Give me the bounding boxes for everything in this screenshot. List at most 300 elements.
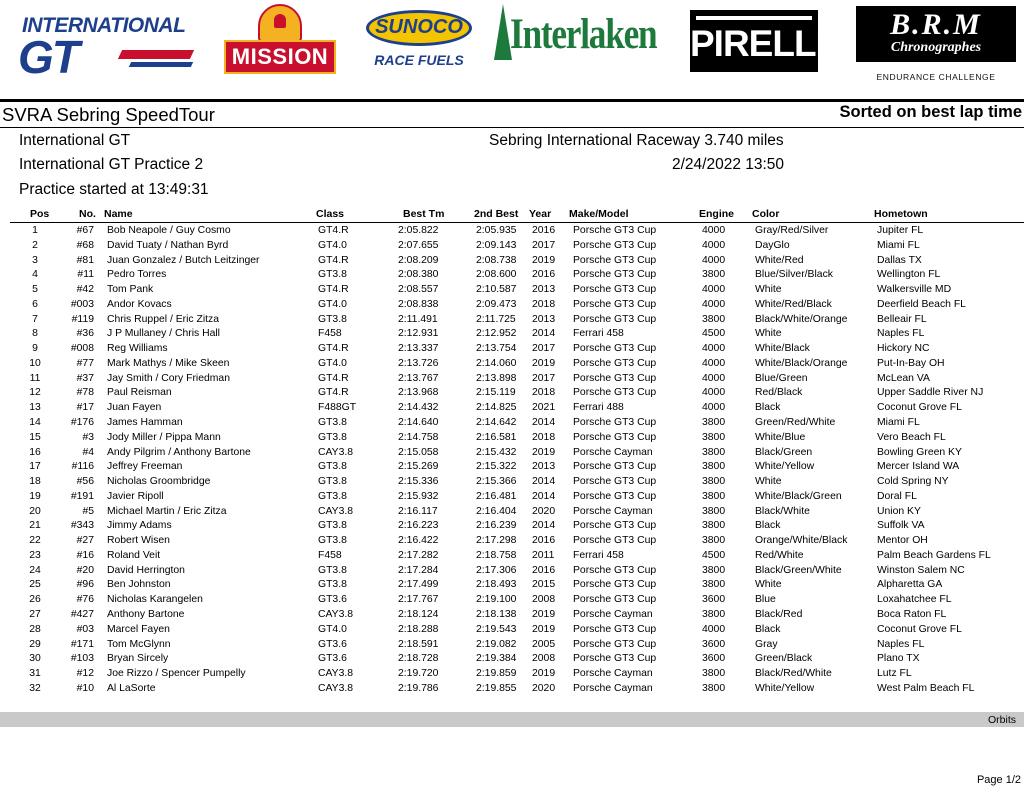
cell-make-model: Porsche GT3 Cup	[573, 357, 657, 369]
cell-second-best: 2:19.384	[476, 653, 517, 665]
cell-pos: 28	[29, 623, 41, 635]
cell-driver-name: Nicholas Karangelen	[107, 594, 203, 606]
table-row	[0, 224, 1024, 239]
cell-pos: 23	[29, 549, 41, 561]
cell-second-best: 2:15.322	[476, 461, 517, 473]
cell-hometown: Palm Beach Gardens FL	[877, 549, 991, 561]
cell-color: Black/Red/White	[755, 668, 832, 680]
cell-best-time: 2:17.284	[398, 564, 439, 576]
cell-make-model: Porsche GT3 Cup	[573, 225, 657, 236]
cell-make-model: Porsche Cayman	[573, 505, 653, 517]
cell-hometown: Coconut Grove FL	[877, 402, 962, 414]
cell-color: Black/Green	[755, 446, 813, 458]
cell-car-number: #5	[82, 505, 94, 517]
intl-gt-logo-top: INTERNATIONAL	[22, 14, 186, 37]
cell-class: F458	[318, 328, 342, 340]
cell-engine: 4000	[702, 254, 726, 266]
cell-color: Green/Black	[755, 653, 813, 665]
cell-engine: 4000	[702, 298, 726, 310]
cell-hometown: Boca Raton FL	[877, 609, 947, 621]
cell-car-number: #36	[76, 328, 94, 340]
cell-hometown: West Palm Beach FL	[877, 682, 975, 694]
cell-hometown: Jupiter FL	[877, 225, 924, 236]
cell-best-time: 2:12.931	[398, 328, 439, 340]
cell-pos: 32	[29, 682, 41, 694]
cell-car-number: #003	[70, 298, 94, 310]
cell-color: Black/Green/White	[755, 564, 842, 576]
sunoco-logo-text: SUNOCO	[375, 16, 463, 38]
cell-driver-name: Pedro Torres	[107, 269, 167, 281]
cell-hometown: Plano TX	[877, 653, 920, 665]
cell-year: 2014	[532, 328, 556, 340]
cell-make-model: Porsche GT3 Cup	[573, 594, 657, 606]
cell-hometown: Mentor OH	[877, 535, 928, 547]
column-header-color: Color	[752, 208, 780, 220]
cell-best-time: 2:19.720	[398, 668, 439, 680]
cell-driver-name: Bob Neapole / Guy Cosmo	[107, 225, 231, 236]
cell-color: Black	[755, 520, 781, 532]
cell-class: CAY3.8	[318, 609, 354, 621]
cell-class: GT3.8	[318, 520, 347, 532]
cell-best-time: 2:17.282	[398, 549, 439, 561]
cell-color: White	[755, 476, 782, 488]
cell-second-best: 2:19.859	[476, 668, 517, 680]
cell-driver-name: Paul Reisman	[107, 387, 172, 399]
cell-color: Black/White/Orange	[755, 313, 848, 325]
cell-year: 2019	[532, 609, 556, 621]
cell-second-best: 2:11.725	[476, 313, 516, 325]
table-row	[0, 283, 1024, 298]
cell-class: GT3.8	[318, 431, 347, 443]
cell-pos: 13	[29, 402, 41, 414]
cell-pos: 4	[32, 269, 38, 281]
cell-car-number: #16	[76, 549, 94, 561]
cell-year: 2021	[532, 402, 556, 414]
cell-make-model: Porsche GT3 Cup	[573, 623, 657, 635]
cell-hometown: Naples FL	[877, 638, 925, 650]
cell-car-number: #67	[76, 225, 94, 236]
cell-car-number: #37	[76, 372, 94, 384]
cell-class: GT4.0	[318, 298, 347, 310]
table-row	[0, 578, 1024, 593]
cell-second-best: 2:05.935	[476, 225, 517, 236]
cell-class: GT3.8	[318, 564, 347, 576]
cell-second-best: 2:16.404	[476, 505, 517, 517]
cell-year: 2005	[532, 638, 556, 650]
cell-make-model: Porsche GT3 Cup	[573, 579, 657, 591]
cell-car-number: #008	[70, 343, 94, 355]
cell-second-best: 2:16.239	[476, 520, 517, 532]
cell-pos: 25	[29, 579, 41, 591]
cell-year: 2013	[532, 313, 556, 325]
cell-best-time: 2:07.655	[398, 239, 439, 251]
cell-hometown: Hickory NC	[877, 343, 930, 355]
cell-car-number: #343	[70, 520, 94, 532]
cell-make-model: Porsche GT3 Cup	[573, 298, 657, 310]
column-header-no: No.	[79, 208, 96, 220]
cell-class: F488GT	[318, 402, 357, 414]
table-row	[0, 623, 1024, 638]
cell-class: GT4.0	[318, 623, 347, 635]
cell-year: 2013	[532, 461, 556, 473]
cell-color: Gray	[755, 638, 778, 650]
orbits-label: Orbits	[987, 714, 1016, 726]
cell-second-best: 2:13.898	[476, 372, 517, 384]
cell-second-best: 2:16.481	[476, 490, 517, 502]
cell-class: GT4.R	[318, 372, 349, 384]
table-row	[0, 327, 1024, 342]
cell-engine: 3600	[702, 653, 726, 665]
cell-class: GT3.8	[318, 490, 347, 502]
table-row	[0, 357, 1024, 372]
cell-car-number: #176	[70, 417, 94, 428]
table-row	[0, 254, 1024, 269]
cell-class: GT3.8	[318, 461, 347, 473]
cell-make-model: Porsche GT3 Cup	[573, 520, 657, 532]
cell-year: 2020	[532, 505, 556, 517]
cell-pos: 19	[29, 490, 41, 502]
table-row	[0, 534, 1024, 549]
cell-best-time: 2:16.117	[398, 505, 438, 517]
cell-year: 2016	[532, 535, 556, 547]
cell-second-best: 2:18.493	[476, 579, 517, 591]
cell-engine: 3800	[702, 564, 726, 576]
cell-second-best: 2:16.581	[476, 431, 517, 443]
cell-color: White/Red	[755, 254, 804, 266]
cell-driver-name: Andy Pilgrim / Anthony Bartone	[107, 446, 251, 458]
cell-class: GT3.6	[318, 638, 347, 650]
cell-make-model: Porsche GT3 Cup	[573, 535, 657, 547]
cell-engine: 3800	[702, 476, 726, 488]
cell-class: GT3.6	[318, 594, 347, 606]
cell-color: Black/White	[755, 505, 810, 517]
cell-hometown: Suffolk VA	[877, 520, 925, 532]
column-header-make-model: Make/Model	[569, 208, 629, 220]
cell-class: GT4.R	[318, 254, 349, 266]
interlaken-logo-text: Interlaken	[510, 11, 657, 58]
cell-second-best: 2:17.298	[476, 535, 517, 547]
column-header-best-time: Best Tm	[403, 208, 445, 220]
cell-hometown: Loxahatchee FL	[877, 594, 952, 606]
cell-year: 2014	[532, 490, 556, 502]
cell-pos: 17	[29, 461, 41, 473]
cell-hometown: Doral FL	[877, 490, 917, 502]
cell-year: 2013	[532, 284, 556, 296]
cell-hometown: Cold Spring NY	[877, 476, 949, 488]
column-header-class: Class	[316, 208, 345, 220]
cell-make-model: Porsche Cayman	[573, 446, 653, 458]
pirelli-logo	[690, 10, 825, 72]
cell-make-model: Porsche GT3 Cup	[573, 269, 657, 281]
cell-best-time: 2:19.786	[398, 682, 439, 694]
sort-note: Sorted on best lap time	[839, 103, 1022, 121]
cell-second-best: 2:13.754	[476, 343, 517, 355]
cell-second-best: 2:12.952	[476, 328, 517, 340]
cell-driver-name: Ben Johnston	[107, 579, 171, 591]
cell-year: 2008	[532, 653, 556, 665]
cell-driver-name: Nicholas Groombridge	[107, 476, 211, 488]
cell-driver-name: David Herrington	[107, 564, 185, 576]
cell-make-model: Porsche Cayman	[573, 682, 653, 694]
cell-class: CAY3.8	[318, 668, 354, 680]
cell-best-time: 2:18.288	[398, 623, 439, 635]
cell-make-model: Ferrari 458	[573, 549, 624, 561]
cell-pos: 16	[29, 446, 41, 458]
cell-driver-name: Reg Williams	[107, 343, 168, 355]
cell-engine: 4000	[702, 284, 726, 296]
cell-second-best: 2:14.642	[476, 417, 517, 428]
cell-best-time: 2:17.499	[398, 579, 439, 591]
cell-year: 2018	[532, 431, 556, 443]
cell-color: Red/Black	[755, 387, 803, 399]
cell-best-time: 2:18.591	[398, 638, 439, 650]
cell-color: Black	[755, 402, 781, 414]
cell-car-number: #10	[76, 682, 94, 694]
cell-driver-name: Jeffrey Freeman	[107, 461, 183, 473]
cell-pos: 5	[32, 284, 38, 296]
cell-hometown: Deerfield Beach FL	[877, 298, 966, 310]
page-number: Page 1/2	[976, 774, 1021, 786]
cell-class: CAY3.8	[318, 446, 354, 458]
cell-hometown: Coconut Grove FL	[877, 623, 962, 635]
cell-car-number: #103	[70, 653, 94, 665]
cell-car-number: #171	[70, 638, 94, 650]
pirelli-logo-text: PIRELLI	[690, 23, 825, 64]
table-row	[0, 549, 1024, 564]
cell-best-time: 2:17.767	[398, 594, 439, 606]
table-row	[0, 519, 1024, 534]
cell-year: 2015	[532, 579, 556, 591]
cell-color: White/Black	[755, 343, 810, 355]
table-row	[0, 313, 1024, 328]
cell-second-best: 2:14.825	[476, 402, 517, 414]
cell-hometown: Wellington FL	[877, 269, 941, 281]
cell-engine: 4000	[702, 343, 726, 355]
cell-class: F458	[318, 549, 342, 561]
cell-pos: 6	[32, 298, 38, 310]
cell-color: DayGlo	[755, 239, 790, 251]
cell-pos: 22	[29, 535, 41, 547]
cell-pos: 8	[32, 328, 38, 340]
cell-best-time: 2:15.269	[398, 461, 439, 473]
cell-hometown: Miami FL	[877, 417, 920, 428]
column-header-year: Year	[529, 208, 552, 220]
cell-hometown: Union KY	[877, 505, 921, 517]
cell-best-time: 2:08.380	[398, 269, 439, 281]
cell-driver-name: Andor Kovacs	[107, 298, 172, 310]
cell-second-best: 2:17.306	[476, 564, 517, 576]
page-title: SVRA Sebring SpeedTour	[2, 104, 215, 125]
cell-pos: 18	[29, 476, 41, 488]
cell-pos: 14	[29, 417, 41, 428]
cell-hometown: Lutz FL	[877, 668, 912, 680]
cell-second-best: 2:14.060	[476, 357, 517, 369]
cell-color: Orange/White/Black	[755, 535, 848, 547]
cell-year: 2014	[532, 520, 556, 532]
cell-year: 2017	[532, 372, 556, 384]
cell-engine: 3800	[702, 490, 726, 502]
cell-year: 2008	[532, 594, 556, 606]
cell-best-time: 2:15.058	[398, 446, 439, 458]
cell-class: GT4.R	[318, 343, 349, 355]
table-row	[0, 372, 1024, 387]
cell-car-number: #20	[76, 564, 94, 576]
cell-driver-name: James Hamman	[107, 417, 183, 428]
cell-car-number: #191	[70, 490, 94, 502]
cell-second-best: 2:15.366	[476, 476, 517, 488]
cell-hometown: Alpharetta GA	[877, 579, 943, 591]
cell-year: 2018	[532, 298, 556, 310]
column-header-second-best: 2nd Best	[474, 208, 519, 220]
table-row	[0, 386, 1024, 401]
cell-year: 2016	[532, 564, 556, 576]
cell-driver-name: J P Mullaney / Chris Hall	[107, 328, 220, 340]
cell-car-number: #76	[76, 594, 94, 606]
cell-driver-name: David Tuaty / Nathan Byrd	[107, 239, 229, 251]
footer-band	[0, 712, 1024, 727]
sunoco-logo	[358, 6, 478, 70]
table-row	[0, 460, 1024, 475]
cell-driver-name: Anthony Bartone	[107, 609, 185, 621]
cell-engine: 3800	[702, 446, 726, 458]
cell-best-time: 2:15.336	[398, 476, 439, 488]
cell-second-best: 2:09.143	[476, 239, 517, 251]
cell-best-time: 2:13.337	[398, 343, 439, 355]
cell-car-number: #116	[71, 461, 94, 473]
cell-year: 2016	[532, 269, 556, 281]
cell-make-model: Porsche GT3 Cup	[573, 239, 657, 251]
cell-best-time: 2:13.726	[398, 357, 439, 369]
cell-class: GT4.0	[318, 239, 347, 251]
cell-pos: 27	[29, 609, 41, 621]
cell-hometown: Miami FL	[877, 239, 920, 251]
cell-color: White/Red/Black	[755, 298, 832, 310]
cell-car-number: #27	[76, 535, 94, 547]
cell-engine: 4500	[702, 549, 726, 561]
cell-best-time: 2:11.491	[398, 313, 438, 325]
cell-driver-name: Jay Smith / Cory Friedman	[107, 372, 230, 384]
cell-make-model: Porsche GT3 Cup	[573, 564, 657, 576]
table-row	[0, 593, 1024, 608]
cell-make-model: Porsche GT3 Cup	[573, 387, 657, 399]
cell-class: CAY3.8	[318, 505, 354, 517]
cell-engine: 3800	[702, 682, 726, 694]
cell-year: 2014	[532, 417, 556, 428]
table-row	[0, 401, 1024, 416]
table-row	[0, 298, 1024, 313]
cell-car-number: #17	[76, 402, 94, 414]
cell-hometown: Upper Saddle River NJ	[877, 387, 984, 399]
cell-driver-name: Javier Ripoll	[107, 490, 164, 502]
cell-class: GT3.8	[318, 476, 347, 488]
cell-class: GT4.0	[318, 357, 347, 369]
cell-year: 2016	[532, 225, 556, 236]
cell-engine: 3800	[702, 535, 726, 547]
cell-make-model: Porsche Cayman	[573, 609, 653, 621]
cell-year: 2019	[532, 357, 556, 369]
table-row	[0, 652, 1024, 667]
cell-car-number: #3	[82, 431, 94, 443]
cell-pos: 29	[29, 638, 41, 650]
cell-driver-name: Juan Fayen	[107, 402, 162, 414]
cell-best-time: 2:18.728	[398, 653, 439, 665]
cell-second-best: 2:08.600	[476, 269, 517, 281]
table-row	[0, 446, 1024, 461]
cell-pos: 21	[29, 520, 41, 532]
cell-make-model: Porsche GT3 Cup	[573, 638, 657, 650]
sunoco-logo-subtext: RACE FUELS	[374, 52, 464, 68]
cell-second-best: 2:18.138	[476, 609, 517, 621]
cell-pos: 9	[32, 343, 38, 355]
session-start-time: Practice started at 13:49:31	[19, 181, 209, 198]
cell-second-best: 2:19.100	[476, 594, 517, 606]
cell-make-model: Porsche GT3 Cup	[573, 461, 657, 473]
cell-color: Black/Red	[755, 609, 803, 621]
cell-class: GT3.8	[318, 535, 347, 547]
cell-hometown: McLean VA	[877, 372, 930, 384]
cell-year: 2017	[532, 343, 556, 355]
cell-pos: 12	[29, 387, 41, 399]
cell-hometown: Mercer Island WA	[877, 461, 960, 473]
results-table-header	[0, 208, 1024, 222]
cell-best-time: 2:13.968	[398, 387, 439, 399]
cell-driver-name: Tom Pank	[107, 284, 154, 296]
cell-driver-name: Joe Rizzo / Spencer Pumpelly	[107, 668, 246, 680]
cell-class: CAY3.8	[318, 682, 354, 694]
cell-make-model: Porsche GT3 Cup	[573, 254, 657, 266]
mission-logo	[224, 4, 336, 74]
cell-driver-name: Marcel Fayen	[107, 623, 170, 635]
cell-hometown: Dallas TX	[877, 254, 922, 266]
cell-car-number: #81	[76, 254, 94, 266]
cell-engine: 3800	[702, 313, 726, 325]
cell-pos: 15	[29, 431, 41, 443]
table-row	[0, 490, 1024, 505]
cell-driver-name: Mark Mathys / Mike Skeen	[107, 357, 230, 369]
cell-class: GT4.R	[318, 225, 349, 236]
cell-year: 2019	[532, 254, 556, 266]
cell-color: Gray/Red/Silver	[755, 225, 829, 236]
cell-engine: 3800	[702, 579, 726, 591]
cell-hometown: Winston Salem NC	[877, 564, 965, 576]
sponsor-logo-bar	[0, 0, 1024, 98]
cell-best-time: 2:18.124	[398, 609, 439, 621]
cell-color: Red/White	[755, 549, 804, 561]
cell-color: White	[755, 284, 782, 296]
cell-second-best: 2:15.432	[476, 446, 517, 458]
table-row	[0, 682, 1024, 697]
cell-color: White	[755, 328, 782, 340]
cell-driver-name: Jody Miller / Pippa Mann	[107, 431, 221, 443]
cell-year: 2011	[532, 549, 555, 561]
cell-best-time: 2:14.640	[398, 417, 439, 428]
cell-color: White/Blue	[755, 431, 806, 443]
cell-year: 2014	[532, 476, 556, 488]
cell-color: Black	[755, 623, 781, 635]
cell-second-best: 2:19.543	[476, 623, 517, 635]
cell-best-time: 2:15.932	[398, 490, 439, 502]
cell-pos: 11	[29, 372, 41, 384]
cell-second-best: 2:15.119	[476, 387, 516, 399]
table-row	[0, 475, 1024, 490]
intl-gt-logo-stripe-blue	[129, 62, 193, 67]
cell-engine: 4000	[702, 402, 726, 414]
intl-gt-logo-main: GT	[18, 31, 78, 83]
cell-engine: 3800	[702, 461, 726, 473]
cell-year: 2017	[532, 239, 556, 251]
cell-engine: 4000	[702, 387, 726, 399]
cell-make-model: Porsche GT3 Cup	[573, 490, 657, 502]
